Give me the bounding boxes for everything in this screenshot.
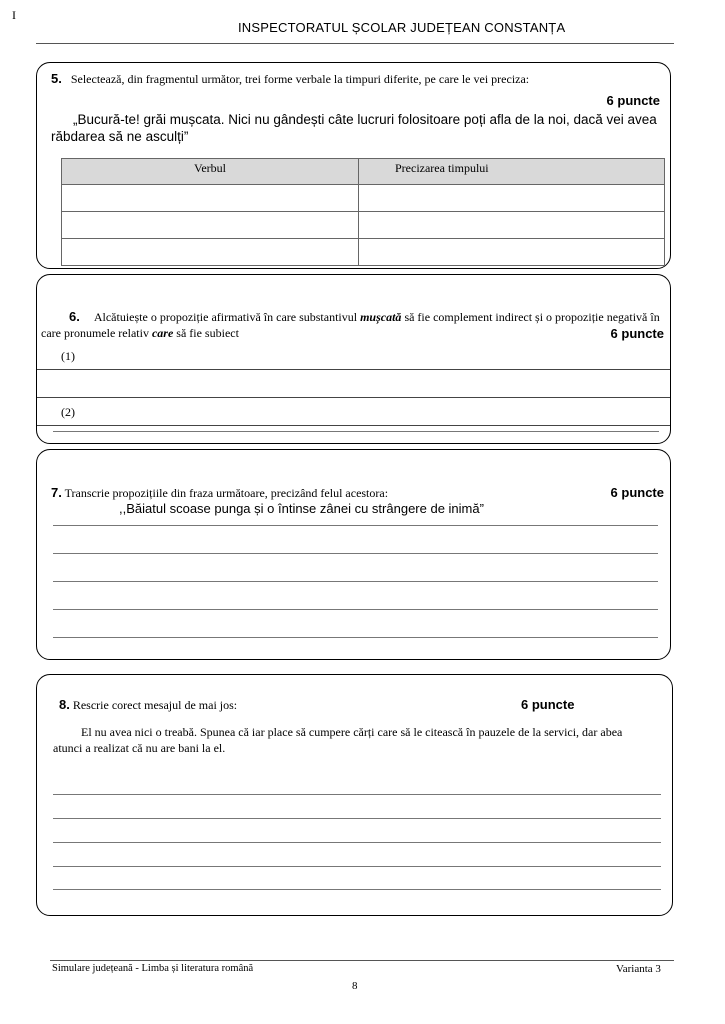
answer-cell-tense-1[interactable] — [359, 185, 665, 212]
q8-answer-line-2[interactable] — [53, 818, 661, 819]
answer-cell-tense-2[interactable] — [359, 212, 665, 239]
q5-number: 5. — [51, 71, 62, 86]
q6-answer-line-1[interactable] — [37, 369, 670, 370]
q8-instruction-line — [59, 697, 237, 713]
q7-answer-line-4[interactable] — [53, 609, 658, 610]
table-row — [62, 239, 665, 266]
q8-answer-line-5[interactable] — [53, 889, 661, 890]
q6-keyword-muscata: mușcată — [360, 310, 402, 324]
q8-points: 6 puncte — [521, 697, 575, 712]
answer-cell-verb-3[interactable] — [62, 239, 359, 266]
q6-answer-label-2: (2) — [61, 405, 75, 419]
q6-keyword-care: care — [151, 326, 174, 340]
q5-instruction-line — [51, 71, 529, 87]
q7-quote: ,,Băiatul scoase punga și o întinse zânei cu strângere de inimă” — [119, 501, 484, 516]
q7-answer-line-5[interactable] — [53, 637, 658, 638]
table-row — [62, 185, 665, 212]
corner-mark: I — [12, 8, 16, 22]
footer-subject: Simulare județeană - Limba și literatura română — [52, 963, 254, 974]
q7-answer-line-2[interactable] — [53, 553, 658, 554]
q5-instruction: Selectează, din fragmentul următor, trei forme verbale la timpuri diferite, pe care le vei preciza: — [70, 72, 530, 86]
q6-text-part2: să fie complement indirect și o propoziție negativă în care pronumele relativ — [41, 310, 660, 340]
question-5-box — [36, 62, 671, 269]
table-row — [62, 212, 665, 239]
q7-number: 7. — [51, 485, 62, 500]
q6-points: 6 puncte — [610, 326, 664, 341]
column-header-tense: Precizarea timpului — [359, 159, 665, 185]
q8-number: 8. — [59, 697, 70, 712]
q8-answer-line-3[interactable] — [53, 842, 661, 843]
q8-answer-line-1[interactable] — [53, 794, 661, 795]
q8-instruction: Rescrie corect mesajul de mai jos: — [72, 698, 238, 712]
q6-text-part3: să fie subiect — [173, 326, 239, 340]
question-7-box — [36, 449, 671, 660]
page-number: 8 — [352, 980, 358, 992]
q5-points: 6 puncte — [606, 93, 660, 108]
q7-points: 6 puncte — [610, 485, 664, 500]
answer-cell-verb-1[interactable] — [62, 185, 359, 212]
q8-answer-line-4[interactable] — [53, 866, 661, 867]
q8-message: El nu avea nici o treabă. Spunea că iar place să cumpere cărți care să le citească în pauzele de la servici, dar abea atunci a realizat că nu are bani la el. — [53, 725, 623, 755]
table-header-row — [62, 159, 665, 185]
q6-number: 6. — [69, 309, 80, 324]
q7-answer-line-1[interactable] — [53, 525, 658, 526]
q7-instruction: Transcrie propozițiile din fraza următoare, precizând felul acestora: — [64, 486, 389, 500]
q6-answer-line-2[interactable] — [37, 397, 670, 398]
q6-answer-label-1: (1) — [61, 349, 75, 363]
answer-cell-verb-2[interactable] — [62, 212, 359, 239]
header-rule — [36, 43, 674, 44]
q5-quote: „Bucură-te! grăi mușcata. Nici nu gândești câte lucruri folositoare poți afla de la noi, dacă vei avea răbdarea să ne asculți” — [51, 112, 657, 144]
footer-variant: Varianta 3 — [616, 963, 661, 975]
q6-instruction — [41, 309, 665, 341]
page-title: INSPECTORATUL ȘCOLAR JUDEȚEAN CONSTANȚA — [238, 20, 566, 35]
footer-rule — [50, 960, 674, 961]
question-8-box — [36, 674, 673, 916]
q7-answer-line-3[interactable] — [53, 581, 658, 582]
q6-answer-line-3[interactable] — [37, 425, 670, 426]
answer-cell-tense-3[interactable] — [359, 239, 665, 266]
question-6-box — [36, 274, 671, 444]
column-header-verb: Verbul — [62, 159, 359, 185]
q7-instruction-line — [51, 485, 388, 501]
q6-text-part1: Alcătuiește o propoziție afirmativă în care substantivul — [93, 310, 361, 324]
q5-answer-table — [61, 158, 665, 266]
q6-answer-line-4[interactable] — [53, 431, 659, 432]
